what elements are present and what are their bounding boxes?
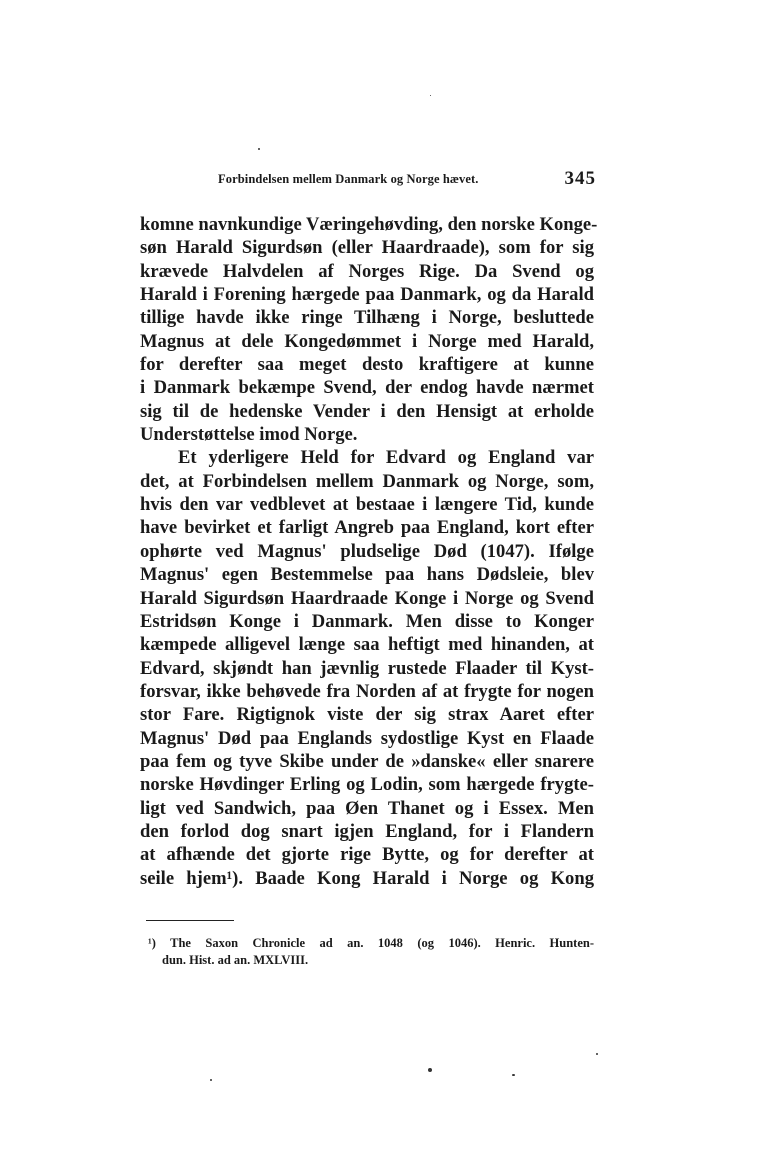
- scan-speck: [596, 1053, 598, 1055]
- text-line: at afhænde det gjorte rige Bytte, og for derefter at: [140, 844, 594, 866]
- text-line: stor Fare. Rigtignok viste der sig strax Aaret efter: [140, 704, 594, 726]
- text-line: norske Høvdinger Erling og Lodin, som hærgede frygte-: [140, 774, 594, 796]
- text-line: Edvard, skjøndt han jævnlig rustede Flaader til Kyst-: [140, 657, 594, 679]
- running-title: Forbindelsen mellem Danmark og Norge hævet.: [218, 172, 479, 186]
- text-line: søn Harald Sigurdsøn (eller Haardraade), som for sig: [140, 237, 594, 259]
- text-line: Magnus at dele Kongedømmet i Norge med Harald,: [140, 330, 594, 352]
- text-line: Magnus' Død paa Englands sydostlige Kyst en Flaade: [140, 727, 594, 749]
- scan-speck: [430, 95, 431, 96]
- text-line: det, at Forbindelsen mellem Danmark og Norge, som,: [140, 470, 594, 492]
- text-line: forsvar, ikke behøvede fra Norden af at frygte for nogen: [140, 680, 594, 702]
- text-line: ligt ved Sandwich, paa Øen Thanet og i Essex. Men: [140, 797, 594, 819]
- text-line: Estridsøn Konge i Danmark. Men disse to Konger: [140, 610, 594, 632]
- text-line: tillige havde ikke ringe Tilhæng i Norge, besluttede: [140, 307, 594, 329]
- text-line: krævede Halvdelen af Norges Rige. Da Svend og: [140, 260, 594, 282]
- text-line: for derefter saa meget desto kraftigere at kunne: [140, 354, 594, 376]
- text-line: Magnus' egen Bestemmelse paa hans Dødsleie, blev: [140, 564, 594, 586]
- text-line: have bevirket et farligt Angreb paa England, kort efter: [140, 517, 594, 539]
- scan-speck: [512, 1074, 515, 1076]
- text-line: den forlod dog snart igjen England, for i Flandern: [140, 820, 594, 842]
- running-header: [218, 168, 596, 192]
- page-number: 345: [564, 168, 596, 189]
- text-line: seile hjem¹). Baade Kong Harald i Norge og Kong: [140, 867, 594, 889]
- body-text: [140, 213, 598, 890]
- text-line: sig til de hedenske Vender i den Hensigt at erholde: [140, 400, 594, 422]
- text-line: ophørte ved Magnus' pludselige Død (1047). Ifølge: [140, 540, 594, 562]
- text-line: komne navnkundige Væringehøvding, den norske Konge-: [140, 214, 598, 235]
- text-line: kæmpede alligevel længe saa heftigt med hinanden, at: [140, 634, 594, 656]
- text-line: Harald i Forening hærgede paa Danmark, og da Harald: [140, 284, 594, 306]
- text-line: i Danmark bekæmpe Svend, der endog havde nærmet: [140, 377, 594, 399]
- text-line: Harald Sigurdsøn Haardraade Konge i Norge og Svend: [140, 587, 594, 609]
- scan-speck: [258, 148, 260, 150]
- paragraph-start-line: Et yderligere Held for Edvard og England var: [178, 447, 594, 469]
- footnote-line: ¹) The Saxon Chronicle ad an. 1048 (og 1046). Henric. Hunten-: [148, 936, 594, 950]
- scan-speck: [428, 1068, 432, 1072]
- text-line: hvis den var vedblevet at bestaae i længere Tid, kunde: [140, 494, 594, 516]
- paragraph-end-line: Understøttelse imod Norge.: [140, 424, 358, 446]
- footnote-line: dun. Hist. ad an. MXLVIII.: [162, 953, 309, 967]
- scan-speck: [210, 1079, 212, 1081]
- footnote-divider: [146, 920, 234, 921]
- text-line: paa fem og tyve Skibe under de »danske« eller snarere: [140, 750, 594, 772]
- footnotes: [148, 935, 594, 969]
